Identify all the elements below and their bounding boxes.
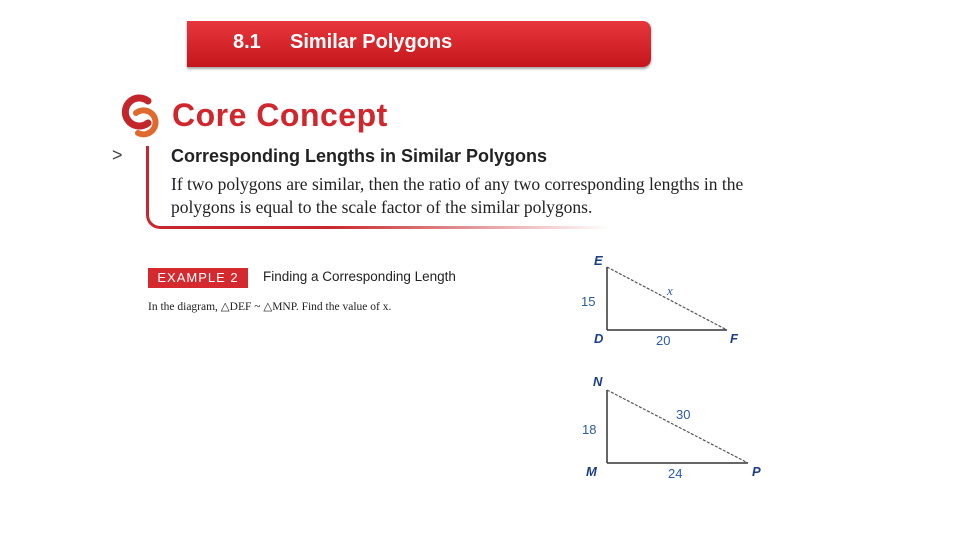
triangle-def [581, 253, 739, 348]
concept-text: If two polygons are similar, then the ratio of any two corresponding lengths in the polygons is equal to the scale factor of the similar polygons. [171, 174, 744, 217]
side-mp-label: 24 [668, 466, 683, 481]
example-prompt: In the diagram, △DEF ~ △MNP. Find the value of x. [148, 301, 392, 313]
vertex-m-label: M [586, 464, 597, 479]
section-title: Similar Polygons [290, 31, 453, 53]
vertex-p-label: P [752, 464, 761, 479]
section-banner [187, 21, 651, 67]
example-badge: EXAMPLE 2 [148, 268, 248, 288]
vertex-f-label: F [730, 331, 738, 346]
core-concept-heading: Core Concept [172, 97, 388, 133]
chevron-right-icon: > [112, 145, 123, 165]
concept-title: Corresponding Lengths in Similar Polygons [171, 146, 548, 166]
vertex-d-label: D [594, 331, 604, 346]
side-np [607, 390, 748, 463]
example-title: Finding a Corresponding Length [263, 269, 456, 284]
vertex-e-label: E [594, 253, 603, 268]
triangle-diagrams [570, 245, 780, 485]
side-nm-label: 18 [582, 422, 597, 437]
side-df-label: 20 [656, 333, 671, 348]
side-ef [607, 267, 727, 330]
section-number: 8.1 [233, 31, 261, 53]
triangle-mnp [582, 374, 761, 481]
side-np-label: 30 [676, 407, 691, 422]
side-ef-label: x [667, 283, 673, 298]
side-ed-label: 15 [581, 294, 596, 309]
vertex-n-label: N [593, 374, 603, 389]
core-concept-icon [118, 93, 164, 139]
